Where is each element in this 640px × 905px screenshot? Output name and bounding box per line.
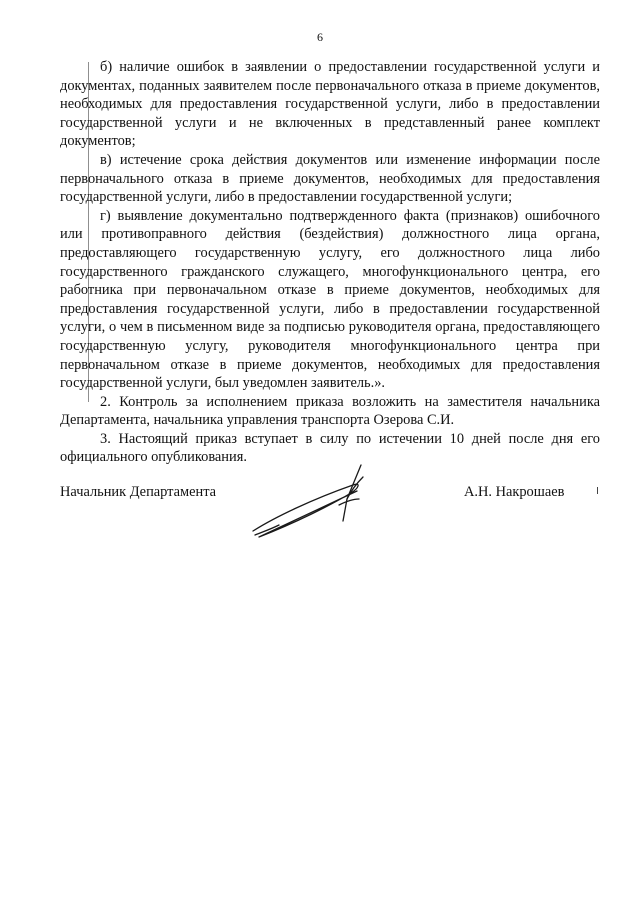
paragraph-item-2: 2. Контроль за исполнением приказа возложить на заместителя начальника Департамента, начальника управления транспорта Озерова С.И. [60, 393, 600, 429]
paragraph-g: г) выявление документально подтвержденного факта (признаков) ошибочного или противоправного действия (бездействия) должностного лица органа, предоставляющего государственную услугу, его должностного лица либо государственного гражданского служащего, многофункционального центра, его работника при первоначальном отказе в приеме документов, необходимых для предоставления государственной услуги, либо в предоставлении государственной услуги, о чем в письменном виде за подписью руководителя органа, предоставляющего государственную услугу, руководителя многофункционального центра при первоначальном отказе в приеме документов, необходимых для предоставления государственной услуги, был уведомлен заявитель.». [60, 207, 600, 392]
document-body [60, 58, 600, 467]
page-number: 6 [317, 30, 323, 44]
signer-title: Начальник Департамента [60, 484, 217, 500]
paragraph-item-3: 3. Настоящий приказ вступает в силу по истечении 10 дней после дня его официального опубликования. [60, 430, 600, 466]
scan-artifact [597, 487, 598, 494]
paragraph-b: б) наличие ошибок в заявлении о предоставлении государственной услуги и документах, поданных заявителем после первоначального отказа в приеме документов, необходимых для предоставления государственной услуги, либо в предоставлении государственной услуги и не включенных в представленный ранее комплект документов; [60, 59, 600, 150]
signer-name: А.Н. Накрошаев [464, 484, 565, 500]
paragraph-v: в) истечение срока действия документов или изменение информации после первоначального отказа в приеме документов, необходимых для предоставления государственной услуги, либо в предоставлении государственной услуги; [60, 151, 600, 206]
signature-block [60, 484, 600, 504]
